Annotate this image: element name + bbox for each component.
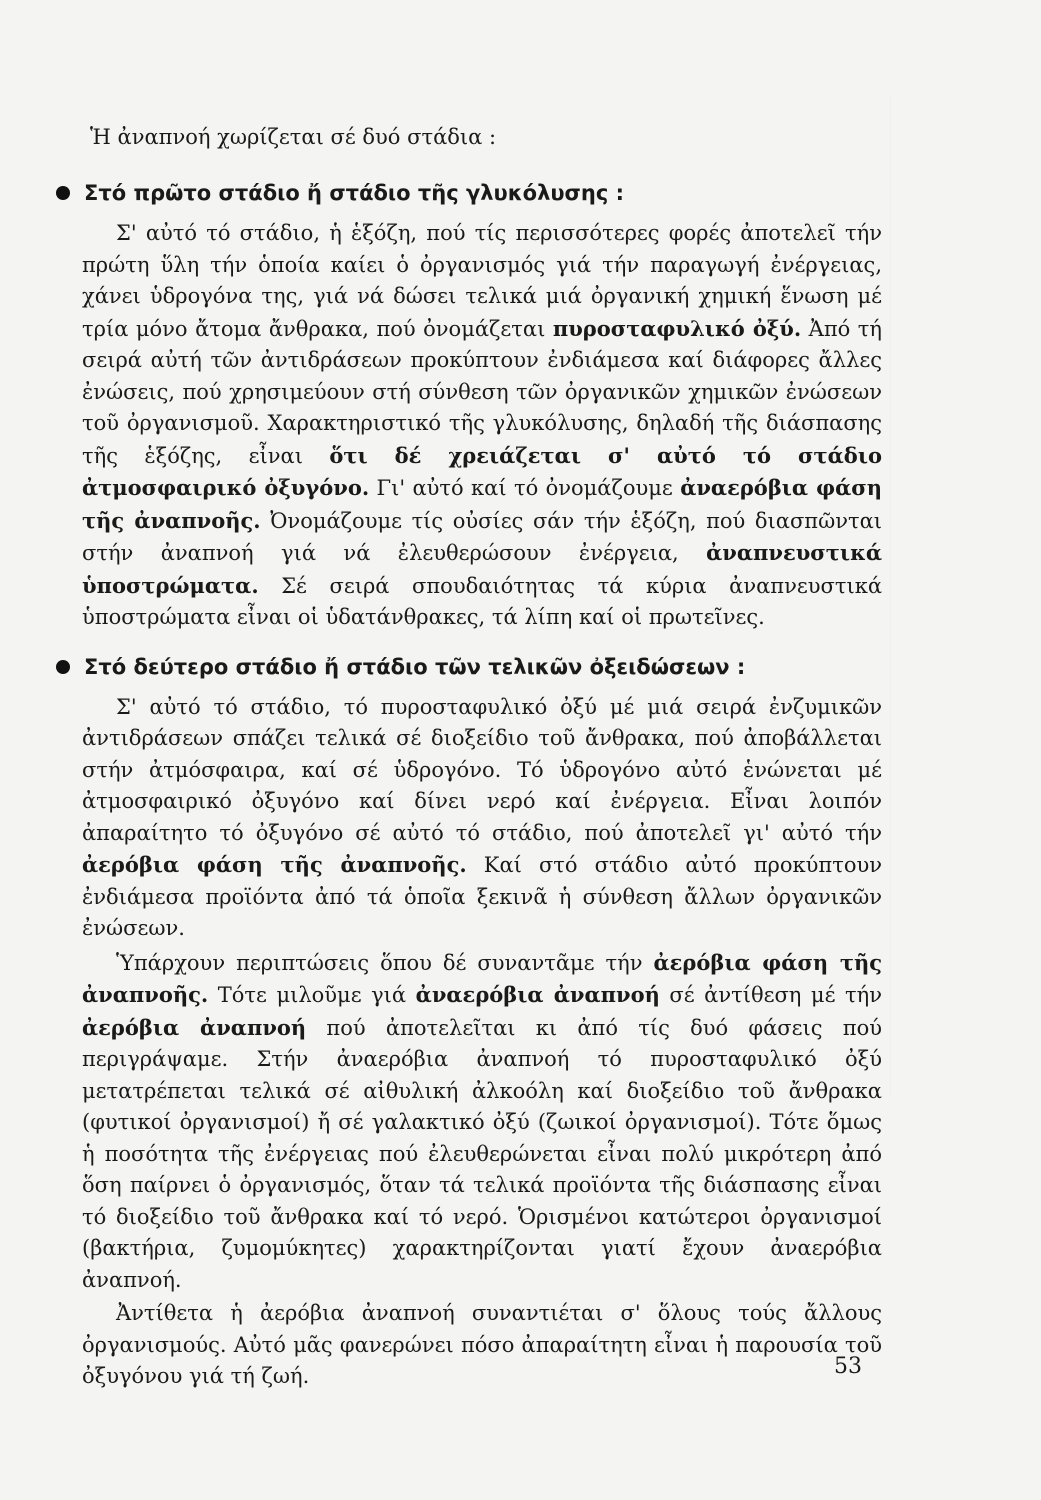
text-run: Καί στό στάδιο αὐτό προκύπτουν ἐνδιάμεσα προϊόντα ἀπό τά ὁποῖα ξεκινᾶ ἡ σύνθεση ἄλλων ὀργανικῶν ἐνώσεων. [82, 853, 882, 940]
text-run: σέ ἀντίθεση μέ τήν [659, 983, 882, 1007]
bold-term: ἀερόβια ἀναπνοή [82, 1014, 307, 1040]
text-run: Σ' αὐτό τό στάδιο, ἡ ἑξόζη, πού τίς περισσότερες φορές ἀποτελεῖ τήν πρώτη ὕλη τήν ὁποία καίει ὁ ὀργανισμός γιά τήν παραγωγή ἐνέργειας, χάνει ὑδρογόνα της, γιά νά δώσει τελικά μιά ὀργανική χημική ἕνωση μέ τρία μόνο ἄτομα ἄνθρακα, πού ὀνομάζεται [82, 221, 882, 341]
section-final-oxidations [82, 650, 882, 1393]
text-run: Ἀντίθετα ἡ ἀερόβια ἀναπνοή συναντιέται σ' ὅλους τούς ἄλλους ὀργανισμούς. Αὐτό μᾶς φανερώνει πόσο ἀπαραίτητη εἶναι ἡ παρουσία τοῦ ὀξυγόνου γιά τή ζωή. [82, 1301, 882, 1388]
text-run: Γι' αὐτό καί τό ὀνομάζουμε [369, 476, 681, 500]
paragraph [82, 218, 882, 634]
paragraph [82, 1298, 882, 1393]
intro-line: Ἡ ἀναπνοή χωρίζεται σέ δυό στάδια : [90, 125, 497, 149]
section-heading [82, 650, 882, 684]
page-number: 53 [834, 1354, 862, 1379]
bold-term: ἀναερόβια φάση τῆς ἀναπνοῆς. [82, 475, 883, 533]
text-run: Σ' αὐτό τό στάδιο, τό πυροσταφυλικό ὀξύ μέ μιά σειρά ἐνζυμικῶν ἀντιδράσεων σπάζει τελικά σέ διοξείδιο τοῦ ἄνθρακα, πού ἀποβάλλεται στήν ἀτμόσφαιρα, καί σέ ὑδρογόνο. Τό ὑδρογόνο αὐτό ἑνώνεται μέ ἀτμοσφαιρικό ὀξυγόνο καί δίνει νερό καί ἐνέργεια. Εἶναι λοιπόν ἀπαραίτητο τό ὀξυγόνο σέ αὐτό τό στάδιο, πού ἀποτελεῖ γι' αὐτό τήν [82, 694, 882, 845]
section-heading [82, 176, 882, 210]
bullet-icon [56, 660, 70, 674]
section-glycolysis [82, 176, 882, 634]
text-run: Ἀπό τή σειρά αὐτή τῶν ἀντιδράσεων προκύπτουν ἐνδιάμεσα καί διάφορες ἄλλες ἐνώσεις, πού χρησιμεύουν στή σύνθεση τῶν ὀργανικῶν χημικῶν ἐνώσεων τοῦ ὀργανισμοῦ. Χαρακτηριστικό τῆς γλυκόλυσης, δηλαδή τῆς διάσπασης τῆς ἑξόζης, εἶναι [82, 316, 882, 468]
heading-text: Στό πρῶτο στάδιο ἤ στάδιο τῆς γλυκόλυσης : [84, 181, 625, 205]
text-run: Ὀνομάζουμε τίς οὐσίες σάν τήν ἑξόζη, πού διασπῶνται στήν ἀναπνοή γιά νά ἐλευθερώσουν ἐνέργεια, [82, 508, 883, 565]
text-run: Ὑπάρχουν περιπτώσεις ὅπου δέ συναντᾶμε τήν [116, 950, 654, 975]
heading-text: Στό δεύτερο στάδιο ἤ στάδιο τῶν τελικῶν ὀξειδώσεων : [84, 654, 746, 679]
bold-term: ὅτι δέ χρειάζεται σ' αὐτό τό στάδιο ἀτμοσφαιρικό ὀξυγόνο. [82, 442, 882, 500]
paragraph [82, 692, 882, 945]
page-content [82, 120, 882, 1409]
bold-term: ἀερόβια φάση τῆς ἀναπνοῆς. [82, 949, 883, 1007]
text-run: Τότε μιλοῦμε γιά [208, 983, 416, 1007]
paragraph [82, 947, 882, 1297]
show-through-shadow [890, 95, 1041, 1095]
text-run: πού ἀποτελεῖται κι ἀπό τίς δυό φάσεις πού περιγράψαμε. Στήν ἀναερόβια ἀναπνοή τό πυροσταφυλικό ὀξύ μετατρέπεται τελικά σέ αἰθυλική ἀλκοόλη καί διοξείδιο τοῦ ἄνθρακα (φυτικοί ὀργανισμοί) ἤ σέ γαλακτικό ὀξύ (ζωικοί ὀργανισμοί). Τότε ὅμως ἡ ποσότητα τῆς ἐνέργειας πού ἐλευθερώνεται εἶναι πολύ μικρότερη ἀπό ὅση παίρνει ὁ ὀργανισμός, ὅταν τά τελικά προϊόντα τῆς διάσπασης εἶναι τό διοξείδιο τοῦ ἄνθρακα καί τό νερό. Ὁρισμένοι κατώτεροι ὀργανισμοί (βακτήρια, ζυμομύκητες) χαρακτηρίζονται γιατί ἔχουν ἀναερόβια ἀναπνοή. [82, 1015, 882, 1292]
bold-term: ἀναερόβια ἀναπνοή [415, 982, 660, 1007]
bold-term: ἀναπνευστικά ὑποστρώματα. [82, 540, 882, 598]
bullet-icon [56, 186, 70, 200]
text-run: Σέ σειρά σπουδαιότητας τά κύρια ἀναπνευστικά ὑποστρώματα εἶναι οἱ ὑδατάνθρακες, τά λίπη καί οἱ πρωτεῖνες. [82, 573, 882, 629]
bold-term: πυροσταφυλικό ὀξύ. [552, 315, 802, 341]
bold-term: ἀερόβια φάση τῆς ἀναπνοῆς. [82, 852, 467, 877]
